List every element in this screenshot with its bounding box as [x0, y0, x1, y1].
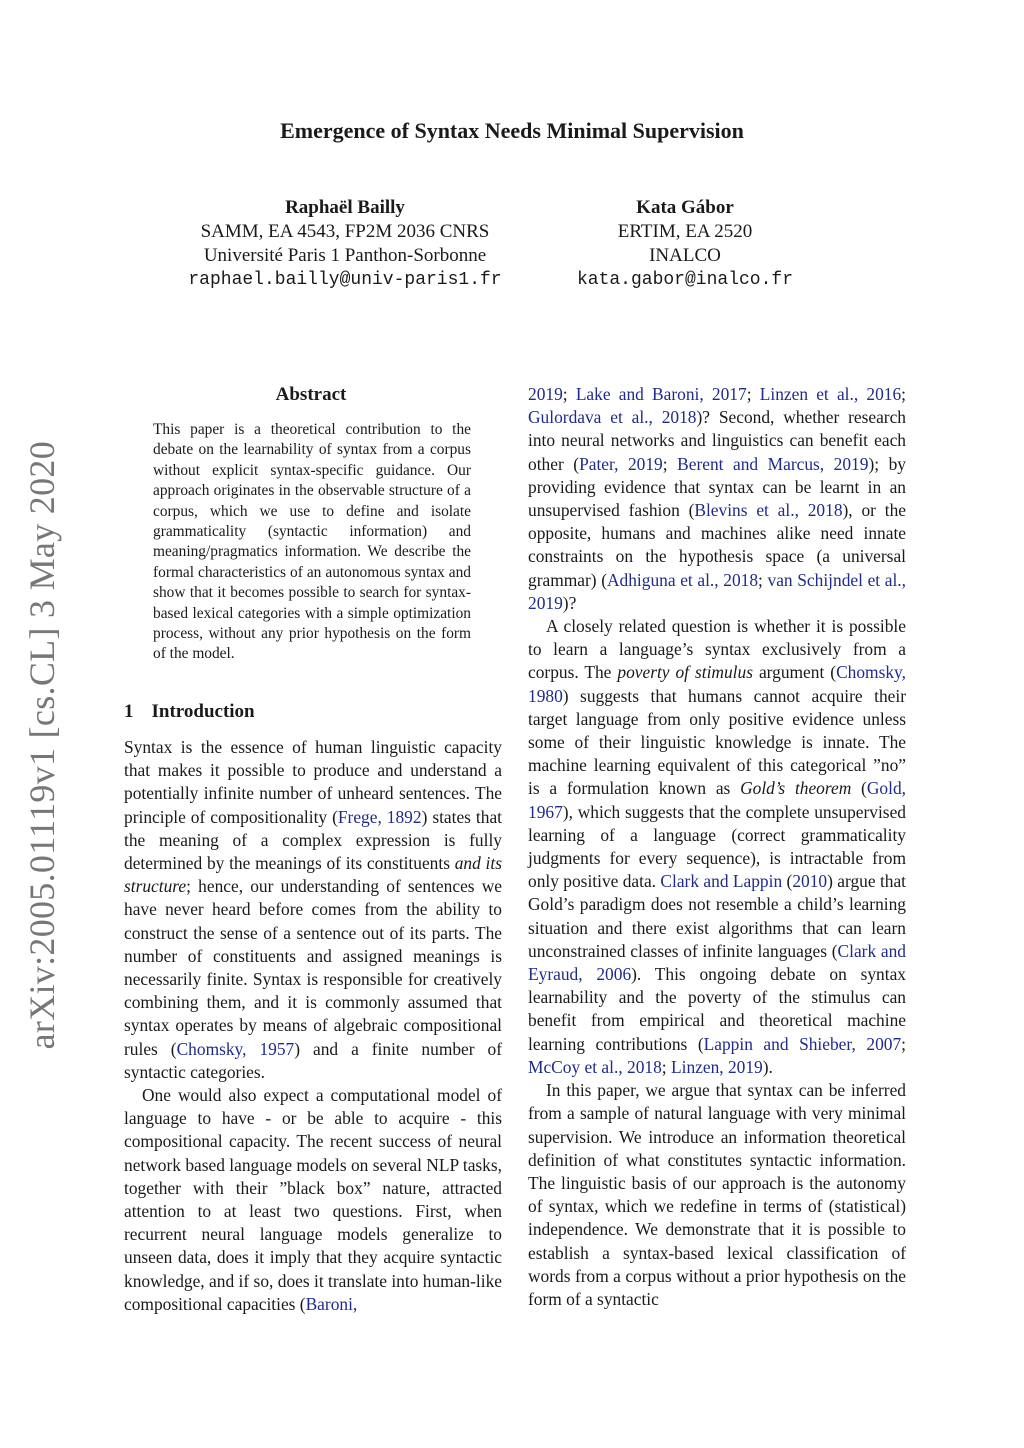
arxiv-id-text: arXiv:2005.01119v1 [cs.CL] 3 May 2020	[22, 440, 62, 1050]
citation-link[interactable]: Adhiguna et al., 2018	[606, 569, 759, 590]
paragraph: Syntax is the essence of human linguistic capacity that makes it possible to produce and understand a potentially infinite number of unheard sentences. The principle of compositionality (Frege, 1892) states that the meaning of a complex expression is fully determined by the meanings of its constituents and its structure; hence, our understanding of sentences we have never heard before comes from the ability to construct the sense of a sentence out of its parts. The number of constituents and assigned meanings is necessarily finite. Syntax is responsible for creatively combining them, and it is commonly assumed that syntax operates by means of algebraic compositional rules (Chomsky, 1957) and a finite number of syntactic categories.	[124, 737, 503, 1082]
citation-link[interactable]: Linzen et al., 2016	[759, 384, 902, 404]
abstract-text: This paper is a theoretical contribution to the debate on the learnability of syntax from a corpus without explicit syntax-specific guidance. Our approach originates in the observable structure of a corpus, which we use to define and isolate grammaticality (syntactic information) and meaning/pragmatics information. We describe the formal characteristics of an autonomous syntax and show that it becomes possible to search for syntax-based lexical categories with a simple optimization process, without any prior hypothesis on the form of the model.	[153, 421, 471, 663]
section-title: Introduction	[151, 701, 255, 722]
paragraph: In this paper, we argue that syntax can be inferred from a sample of natural language with very minimal supervision. We introduce an information theoretical definition of what constitutes syntactic information. The linguistic basis of our approach is the autonomy of syntax, which we redefine in terms of (statistical) independence. We demonstrate that it is possible to establish a syntax-based lexical classification of words from a corpus without a prior hypothesis on the form of a syntactic	[528, 1080, 906, 1309]
paragraph: One would also expect a computational model of language to have - or be able to acquire - this compositional capacity. The recent success of neural network based language models on several NLP tasks, together with their ”black box” nature, attracted attention to at least two questions. First, when recurrent neural language models generalize to unseen data, does it imply that they acquire syntactic knowledge, and if so, does it translate into human-like compositional capacities (Baroni,	[124, 1085, 502, 1314]
author-email: raphael.bailly@univ-paris1.fr	[188, 270, 502, 290]
citation-link[interactable]: Berent and Marcus, 2019	[677, 453, 869, 474]
author-name: Kata Gábor	[636, 197, 734, 218]
emphasis: poverty of stimulus	[617, 662, 753, 683]
arxiv-stamp	[12, 440, 72, 1050]
citation-link[interactable]: Gulordava et al., 2018	[528, 407, 697, 428]
citation-link[interactable]: 2010	[792, 871, 828, 892]
author-institution: INALCO	[649, 245, 721, 266]
paragraph: 2019; Lake and Baroni, 2017; Linzen et al., 2016; Gulordava et al., 2018)? Second, whether research into neural networks and linguistics can benefit each other (Pater, 2019; Berent and Marcus, 2019); by providing evidence that syntax can be learnt in an unsupervised fashion (Blevins et al., 2018), or the opposite, humans and machines alike need innate constraints on the hypothesis space (a universal grammar) (Adhiguna et al., 2018; van Schijndel et al., 2019)?	[528, 384, 907, 613]
author-block-1	[160, 196, 530, 292]
citation-link[interactable]: Lappin and Shieber, 2007	[703, 1033, 902, 1054]
left-column	[124, 736, 502, 1316]
abstract-heading: Abstract	[275, 384, 347, 405]
emphasis: Gold’s theorem	[740, 778, 852, 799]
citation-link[interactable]: Linzen, 2019	[670, 1056, 763, 1077]
author-name: Raphaël Bailly	[285, 197, 405, 218]
author-institution: Université Paris 1 Panthon-Sorbonne	[203, 245, 487, 266]
citation-link[interactable]: Baroni,	[305, 1293, 358, 1314]
author-block-2	[560, 196, 810, 292]
section-heading	[124, 701, 255, 723]
citation-link[interactable]: McCoy et al., 2018	[528, 1056, 662, 1077]
author-affiliation: SAMM, EA 4543, FP2M 2036 CNRS	[200, 221, 490, 242]
section-number: 1	[124, 701, 134, 722]
paper-title: Emergence of Syntax Needs Minimal Supervision	[280, 118, 744, 143]
citation-link[interactable]: Gold, 1967	[528, 778, 906, 822]
emphasis: and its structure	[124, 853, 502, 897]
paragraph: A closely related question is whether it is possible to learn a language’s syntax exclusively from a corpus. The poverty of stimulus argument (Chomsky, 1980) suggests that humans cannot acquire their target language from only positive evidence unless some of their linguistic knowledge is innate. The machine learning equivalent of this categorical ”no” is a formulation known as Gold’s theorem (Gold, 1967), which suggests that the complete unsupervised learning of a language (correct grammaticality judgments for every sequence), is intractable from only positive data. Clark and Lappin (2010) argue that Gold’s paradigm does not resemble a child’s learning situation and there exist algorithms that can learn unconstrained classes of infinite languages (Clark and Eyraud, 2006). This ongoing debate on syntax learnability and the poverty of the stimulus can benefit from empirical and theoretical machine learning contributions (Lappin and Shieber, 2007; McCoy et al., 2018; Linzen, 2019).	[528, 616, 907, 1077]
author-email: kata.gabor@inalco.fr	[576, 270, 794, 290]
citation-link[interactable]: Lake and Baroni, 2017	[575, 384, 747, 404]
citation-link[interactable]: Pater, 2019	[579, 453, 663, 474]
right-column	[528, 383, 906, 1311]
citation-link[interactable]: Blevins et al., 2018	[694, 500, 843, 521]
citation-link[interactable]: Frege, 1892	[337, 806, 422, 827]
author-affiliation: ERTIM, EA 2520	[617, 221, 753, 242]
citation-link[interactable]: Chomsky, 1980	[528, 662, 906, 706]
citation-link[interactable]: van Schijndel et al., 2019	[528, 569, 906, 613]
citation-link[interactable]: 2019	[528, 384, 563, 404]
citation-link[interactable]: Chomsky, 1957	[176, 1038, 295, 1059]
citation-link[interactable]: Clark and Eyraud, 2006	[528, 940, 907, 985]
citation-link[interactable]: Clark and Lappin	[660, 871, 783, 892]
